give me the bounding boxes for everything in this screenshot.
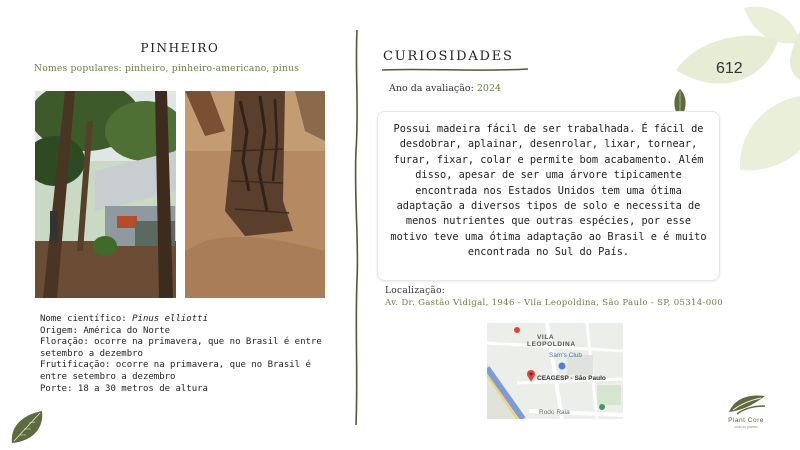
popular-names: Nomes populares: pinheiro, pinheiro-americano, pinus [34,63,300,74]
location-map[interactable] [487,323,623,419]
size: Porte: 18 a 30 metros de altura [40,383,208,394]
decorative-leaf-bottom-left [8,405,48,447]
fruiting: Frutificação: ocorre na primavera, que no Brasil é entre setembro a dezembro [40,360,311,382]
location-label: Localização: [385,286,446,296]
curiosities-text: Possui madeira fácil de ser trabalhada. É fácil de desdobrar, aplainar, desenrolar, lixar, tornear, furar, fixar, colar e permite bom acabamento. Além disso, apesar de ser uma árvore tipicamente encontrada nos Estados Unidos tem uma ótima adaptação a diversos tipos de solo e necessita de menos nutrientes que outras espécies, por esse motivo teve uma ótima adaptação ao Brasil e é muito encontrada no Sul do País. [390,123,707,259]
curiosities-title: CURIOSIDADES [383,49,514,64]
card-number: 612 [716,60,743,77]
plant-specs [40,314,330,395]
map-poi-sams-club: Sam's Club [549,352,583,359]
evaluation-year: Ano da avaliação: 2024 [389,83,502,94]
map-district-line-1: VILA [537,334,555,341]
origin: Origem: América do Norte [40,325,171,336]
plant-title: PINHEIRO [140,41,220,55]
brand-tagline: ciclo do plantio [734,425,758,429]
tree-photo-wide [35,91,176,298]
location-address[interactable]: Av. Dr. Gastão Vidigal, 1946 - Vila Leopoldina, São Paulo - SP, 05314-000 [385,298,724,308]
vertical-divider [351,30,363,425]
leaf-shape [740,96,800,170]
evaluation-year-value: 2024 [476,83,502,94]
trunk-photo [185,91,325,298]
brand-logo-icon [727,392,767,416]
map-district-line-2: LEOPOLDINA [527,341,576,348]
flowering: Floração: ocorre na primavera, que no Brasil é entre setembro a dezembro [40,337,322,359]
scientific-name: Nome científico: Pinus elliotti [40,314,208,324]
curiosities-box [377,111,720,281]
map-poi-ceagesp: CEAGESP - São Paulo [537,375,606,382]
scientific-name-value: Pinus elliotti [132,314,208,324]
map-road-label: Rodo Raia [539,409,570,416]
brand-name: Plant Core [728,417,764,424]
title-underline [381,67,529,73]
